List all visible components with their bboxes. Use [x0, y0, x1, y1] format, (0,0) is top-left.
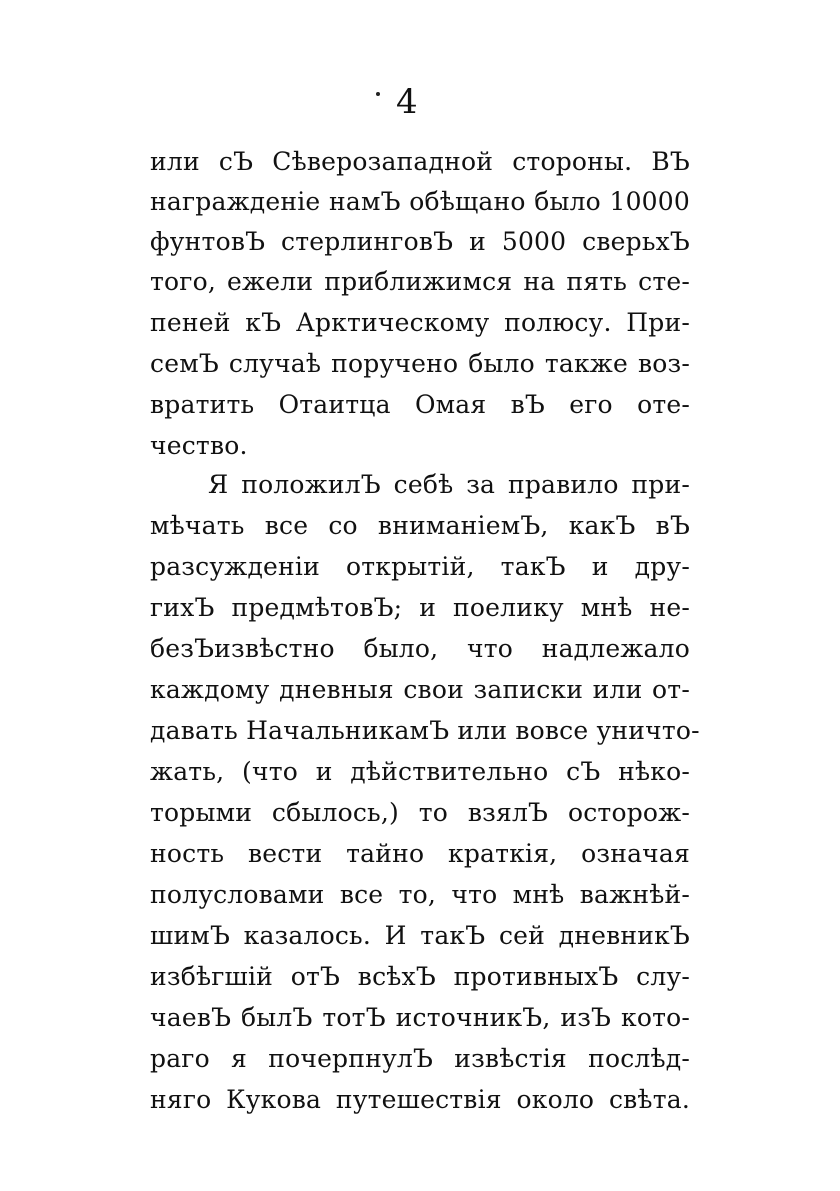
text-line: разсужденіи открытій, такЪ и дру- [150, 552, 690, 581]
text-line: безЪизвѣстно было, что надлежало [150, 634, 690, 663]
page-number: 4 [396, 82, 418, 122]
text-line: того, ежели приближимся на пять сте- [150, 267, 690, 296]
text-line: пеней кЪ Арктическому полюсу. При- [150, 308, 690, 337]
text-line: семЪ случаѣ поручено было также воз- [150, 349, 690, 378]
text-line: жать, (что и дѣйствительно сЪ нѣко- [150, 757, 690, 786]
text-line: мѣчать все со вниманіемЪ, какЪ вЪ [150, 511, 690, 540]
text-line: каждому дневныя свои записки или от- [150, 675, 690, 704]
text-line: полусловами все то, что мнѣ важнѣй- [150, 880, 690, 909]
text-line: или сЪ Сѣверозападной стороны. ВЪ [150, 147, 690, 176]
text-line: шимЪ казалось. И такЪ сей дневникЪ [150, 921, 690, 950]
text-line: фунтовЪ стерлинговЪ и 5000 сверьхЪ [150, 227, 690, 256]
text-line: чаевЪ былЪ тотЪ источникЪ, изЪ кото- [150, 1003, 690, 1032]
text-line: торыми сбылось,) то взялЪ осторож- [150, 798, 690, 827]
text-line: гихЪ предмѣтовЪ; и поелику мнѣ не- [150, 593, 690, 622]
text-line: награжденіе намЪ обѣщано было 10000 [150, 187, 690, 216]
text-line: Я положилЪ себѣ за правило при- [208, 470, 690, 499]
text-line: ность вести тайно краткія, означая [150, 839, 690, 868]
print-speck [376, 92, 380, 96]
text-line: няго Кукова путешествія около свѣта. [150, 1085, 690, 1114]
text-line: раго я почерпнулЪ извѣстія послѣд- [150, 1044, 690, 1073]
text-line: избѣгшій отЪ всѣхЪ противныхЪ слу- [150, 962, 690, 991]
text-line: давать НачальникамЪ или вовсе уничто- [150, 716, 700, 745]
text-line: чество. [150, 431, 248, 460]
text-line: вратить Отаитца Омая вЪ его оте- [150, 390, 690, 419]
